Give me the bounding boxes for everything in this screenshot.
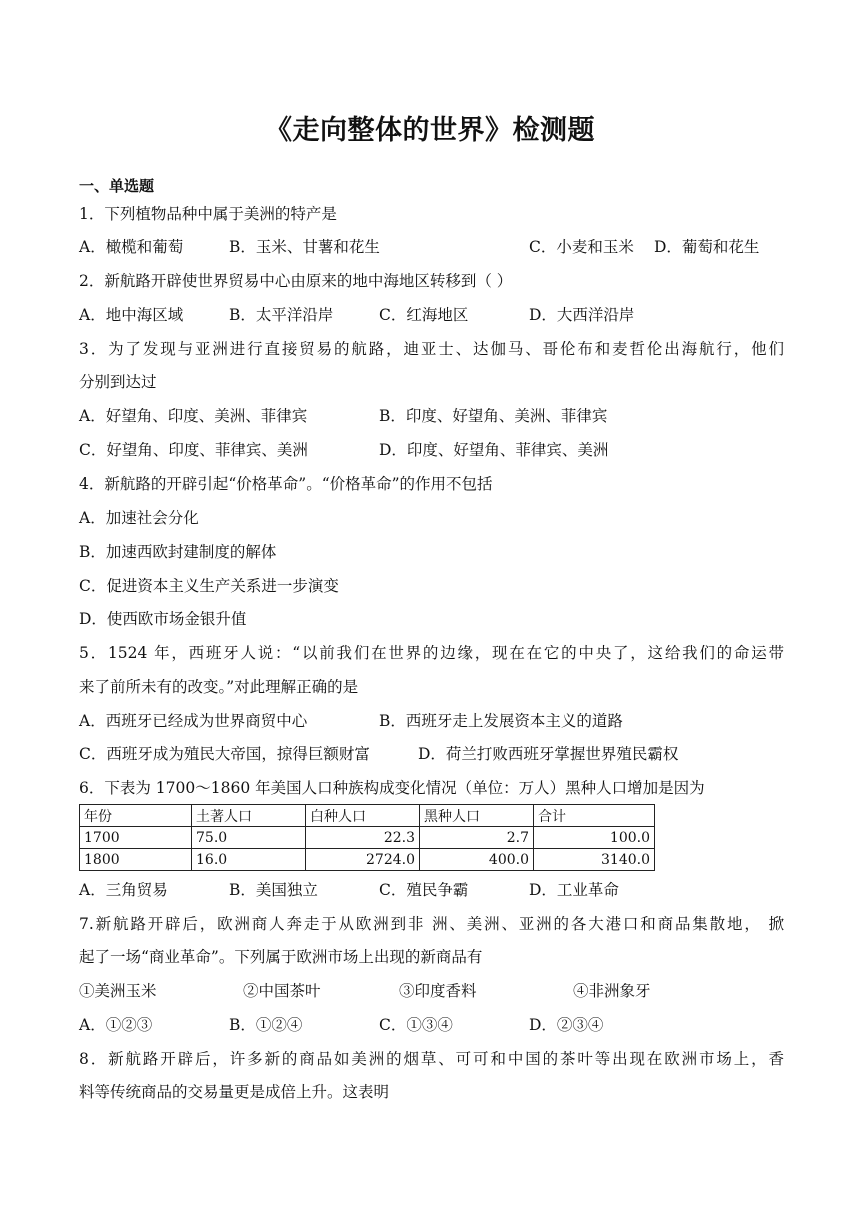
question-7-item-1: ①美洲玉米 [79,982,157,1000]
table-cell: 400.0 [420,849,534,871]
table-header-cell: 白种人口 [306,805,420,827]
question-3-option-a: A．好望角、印度、美洲、菲律宾 [79,407,308,425]
table-header-cell: 土著人口 [192,805,306,827]
question-5-option-c: C．西班牙成为殖民大帝国，掠得巨额财富 [79,745,370,763]
question-3-stem-line-1: 3．为了发现与亚洲进行直接贸易的航路，迪亚士、达伽马、哥伦布和麦哲伦出海航行，他们 [79,340,784,358]
table-row [80,827,655,849]
question-6-stem: 6．下表为 1700～1860 年美国人口种族构成变化情况（单位：万人）黑种人口增加是因为 [79,779,705,797]
question-8-stem-line-2: 料等传统商品的交易量更是成倍上升。这表明 [79,1083,390,1101]
question-5-option-b: B．西班牙走上发展资本主义的道路 [379,712,623,730]
question-7-option-d: D．②③④ [529,1016,604,1034]
question-4-stem: 4．新航路的开辟引起“价格革命”。“价格革命”的作用不包括 [79,475,493,493]
table-header-cell: 合计 [534,805,655,827]
table-cell: 3140.0 [534,849,655,871]
question-7-option-b: B．①②④ [229,1016,303,1034]
table-cell: 1700 [80,827,192,849]
question-1-option-c: C．小麦和玉米 [529,238,634,256]
question-1-stem: 1．下列植物品种中属于美洲的特产是 [79,205,337,223]
question-5-option-a: A．西班牙已经成为世界商贸中心 [79,712,308,730]
table-cell: 100.0 [534,827,655,849]
question-7-stem-line-2: 起了一场“商业革命”。下列属于欧洲市场上出现的新商品有 [79,948,483,966]
table-cell: 2724.0 [306,849,420,871]
section-heading: 一、单选题 [79,177,155,195]
population-table [79,804,655,871]
question-3-option-b: B．印度、好望角、美洲、菲律宾 [379,407,608,425]
question-7-item-3: ③印度香料 [399,982,477,1000]
question-5-stem-line-2: 来了前所未有的改变。”对此理解正确的是 [79,678,359,696]
question-8-stem-line-1: 8．新航路开辟后，许多新的商品如美洲的烟草、可可和中国的茶叶等出现在欧洲市场上，香 [79,1050,784,1068]
question-7-option-c: C．①③④ [379,1016,453,1034]
question-4-option-c: C．促进资本主义生产关系进一步演变 [79,577,339,595]
question-6-option-d: D．工业革命 [529,881,619,899]
question-3-stem-line-2: 分别到达过 [79,373,157,391]
table-cell: 75.0 [192,827,306,849]
question-4-option-b: B．加速西欧封建制度的解体 [79,543,277,561]
question-7-item-2: ②中国茶叶 [243,982,321,1000]
question-1-option-b: B．玉米、甘薯和花生 [229,238,380,256]
question-5-stem-line-1: 5．1524 年，西班牙人说：“以前我们在世界的边缘，现在在它的中央了，这给我们的命运带 [79,644,784,662]
table-cell: 1800 [80,849,192,871]
table-header-cell: 黑种人口 [420,805,534,827]
question-3-option-c: C．好望角、印度、菲律宾、美洲 [79,441,308,459]
question-2-option-a: A．地中海区域 [79,306,184,324]
question-7-item-4: ④非洲象牙 [573,982,651,1000]
table-row [80,849,655,871]
question-4-option-d: D．使西欧市场金银升值 [79,610,247,628]
question-3-option-d: D．印度、好望角、菲律宾、美洲 [379,441,609,459]
table-header-cell: 年份 [80,805,192,827]
question-1-option-d: D．葡萄和花生 [654,238,760,256]
question-6-option-a: A．三角贸易 [79,881,168,899]
table-header-row [80,805,655,827]
question-4-option-a: A．加速社会分化 [79,509,199,527]
question-2-option-d: D．大西洋沿岸 [529,306,635,324]
question-2-option-b: B．太平洋沿岸 [229,306,334,324]
table-cell: 22.3 [306,827,420,849]
question-1-option-a: A．橄榄和葡萄 [79,238,184,256]
question-6-option-c: C．殖民争霸 [379,881,469,899]
table-cell: 2.7 [420,827,534,849]
question-2-stem: 2．新航路开辟使世界贸易中心由原来的地中海地区转移到（ ） [79,272,513,290]
question-7-stem-line-1: 7.新航路开辟后，欧洲商人奔走于从欧洲到非 洲、美洲、亚洲的各大港口和商品集散地， 掀 [79,915,784,933]
question-7-option-a: A．①②③ [79,1016,153,1034]
table-cell: 16.0 [192,849,306,871]
page-title: 《走向整体的世界》检测题 [265,115,595,146]
question-5-option-d: D．荷兰打败西班牙掌握世界殖民霸权 [418,745,679,763]
question-2-option-c: C．红海地区 [379,306,469,324]
question-6-option-b: B．美国独立 [229,881,318,899]
